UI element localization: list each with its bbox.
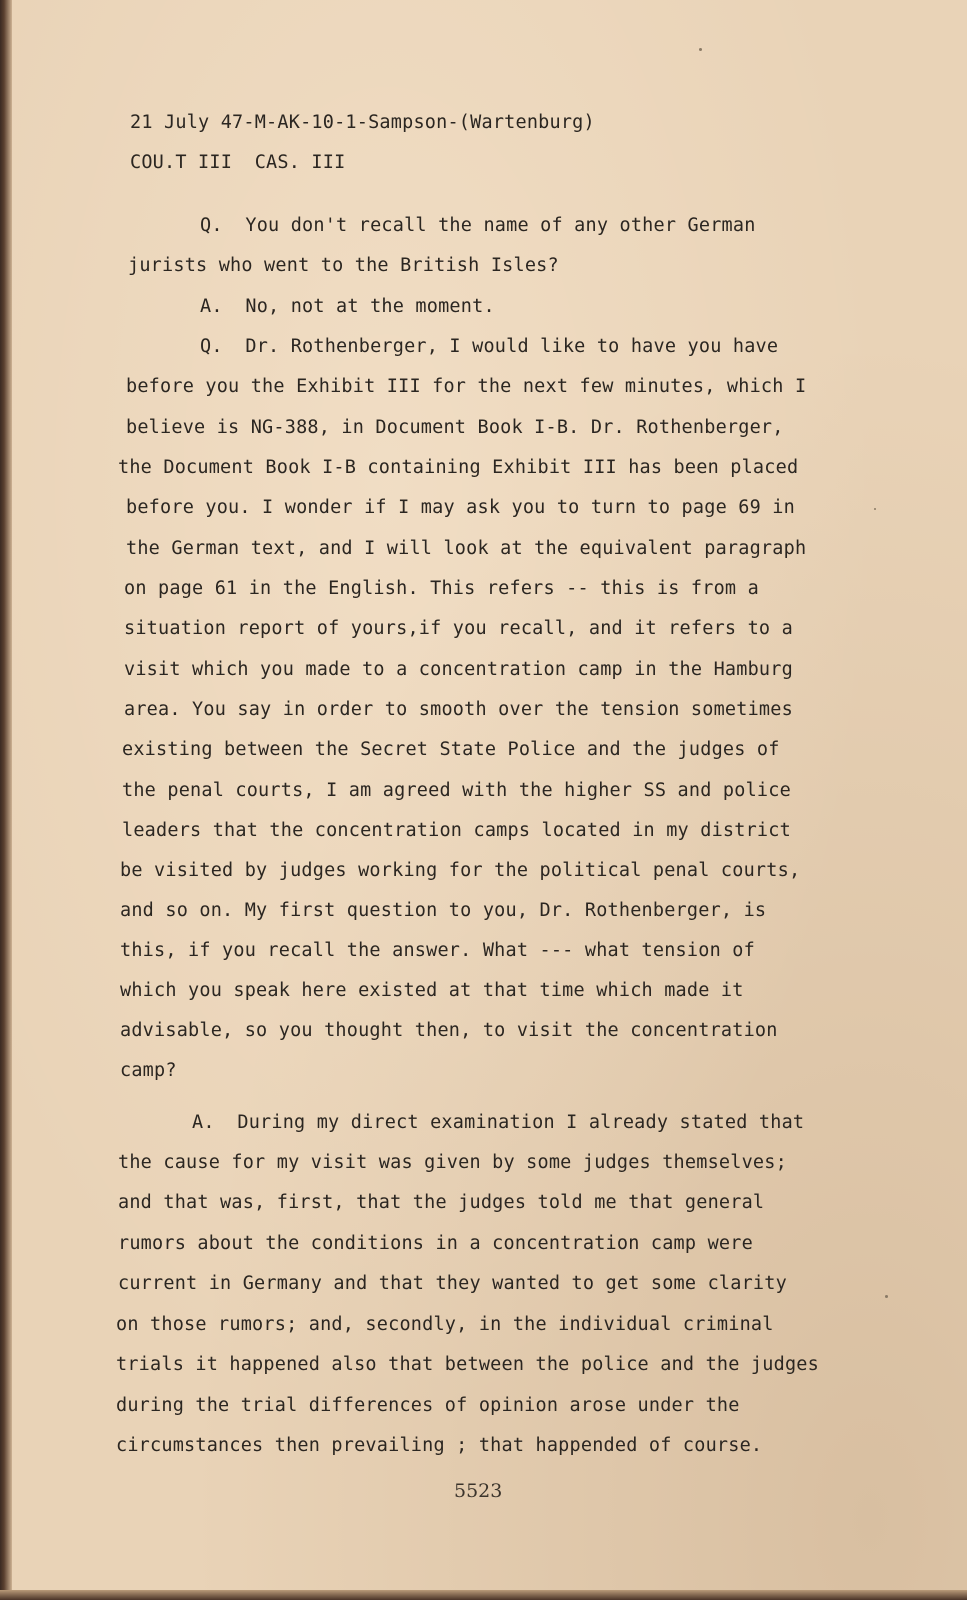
transcript-line: camp? xyxy=(120,1060,177,1081)
transcript-line: current in Germany and that they wanted to get some clarity xyxy=(118,1273,787,1294)
header-line-date: 21 July 47-M-AK-10-1-Sampson-(Wartenburg) xyxy=(130,112,595,133)
transcript-line: circumstances then prevailing ; that happended of course. xyxy=(116,1435,763,1456)
transcript-line: Q. You don't recall the name of any other German xyxy=(200,215,756,236)
transcript-line: the penal courts, I am agreed with the higher SS and police xyxy=(122,780,791,801)
transcript-line: and that was, first, that the judges told me that general xyxy=(118,1192,765,1213)
transcript-line: A. During my direct examination I already stated that xyxy=(192,1112,805,1133)
transcript-line: this, if you recall the answer. What --- what tension of xyxy=(120,940,755,961)
transcript-line: which you speak here existed at that time which made it xyxy=(120,980,744,1001)
transcript-line: visit which you made to a concentration camp in the Hamburg xyxy=(124,659,793,680)
page-number: 5523 xyxy=(454,1480,503,1502)
transcript-line: be visited by judges working for the political penal courts, xyxy=(120,860,801,881)
transcript-line: advisable, so you thought then, to visit the concentration xyxy=(120,1020,778,1041)
transcript-line: trials it happened also that between the police and the judges xyxy=(116,1354,819,1375)
header-line-court: COU.T III CAS. III xyxy=(130,152,346,173)
transcript-line: on page 61 in the English. This refers -- this is from a xyxy=(124,578,759,599)
transcript-line: rumors about the conditions in a concentration camp were xyxy=(118,1233,753,1254)
transcript-line: A. No, not at the moment. xyxy=(200,296,495,317)
transcript-line: before you the Exhibit III for the next few minutes, which I xyxy=(126,376,807,397)
transcript-line: believe is NG-388, in Document Book I-B. Dr. Rothenberger, xyxy=(126,417,784,438)
transcript-line: before you. I wonder if I may ask you to turn to page 69 in xyxy=(126,497,795,518)
transcript-line: situation report of yours,if you recall, and it refers to a xyxy=(124,618,793,639)
transcript-line: during the trial differences of opinion arose under the xyxy=(116,1395,740,1416)
transcript-line: the German text, and I will look at the equivalent paragraph xyxy=(126,538,807,559)
transcript-line: Q. Dr. Rothenberger, I would like to have you have xyxy=(200,336,779,357)
transcript-line: the cause for my visit was given by some judges themselves; xyxy=(118,1152,787,1173)
transcript-line: area. You say in order to smooth over the tension sometimes xyxy=(124,699,793,720)
transcript-line: the Document Book I-B containing Exhibit III has been placed xyxy=(118,457,799,478)
transcript-line: on those rumors; and, secondly, in the individual criminal xyxy=(116,1314,774,1335)
transcript-line: existing between the Secret State Police and the judges of xyxy=(122,739,780,760)
transcript-line: jurists who went to the British Isles? xyxy=(128,255,559,276)
transcript-line: and so on. My first question to you, Dr. Rothenberger, is xyxy=(120,900,767,921)
transcript-line: leaders that the concentration camps located in my district xyxy=(122,820,791,841)
